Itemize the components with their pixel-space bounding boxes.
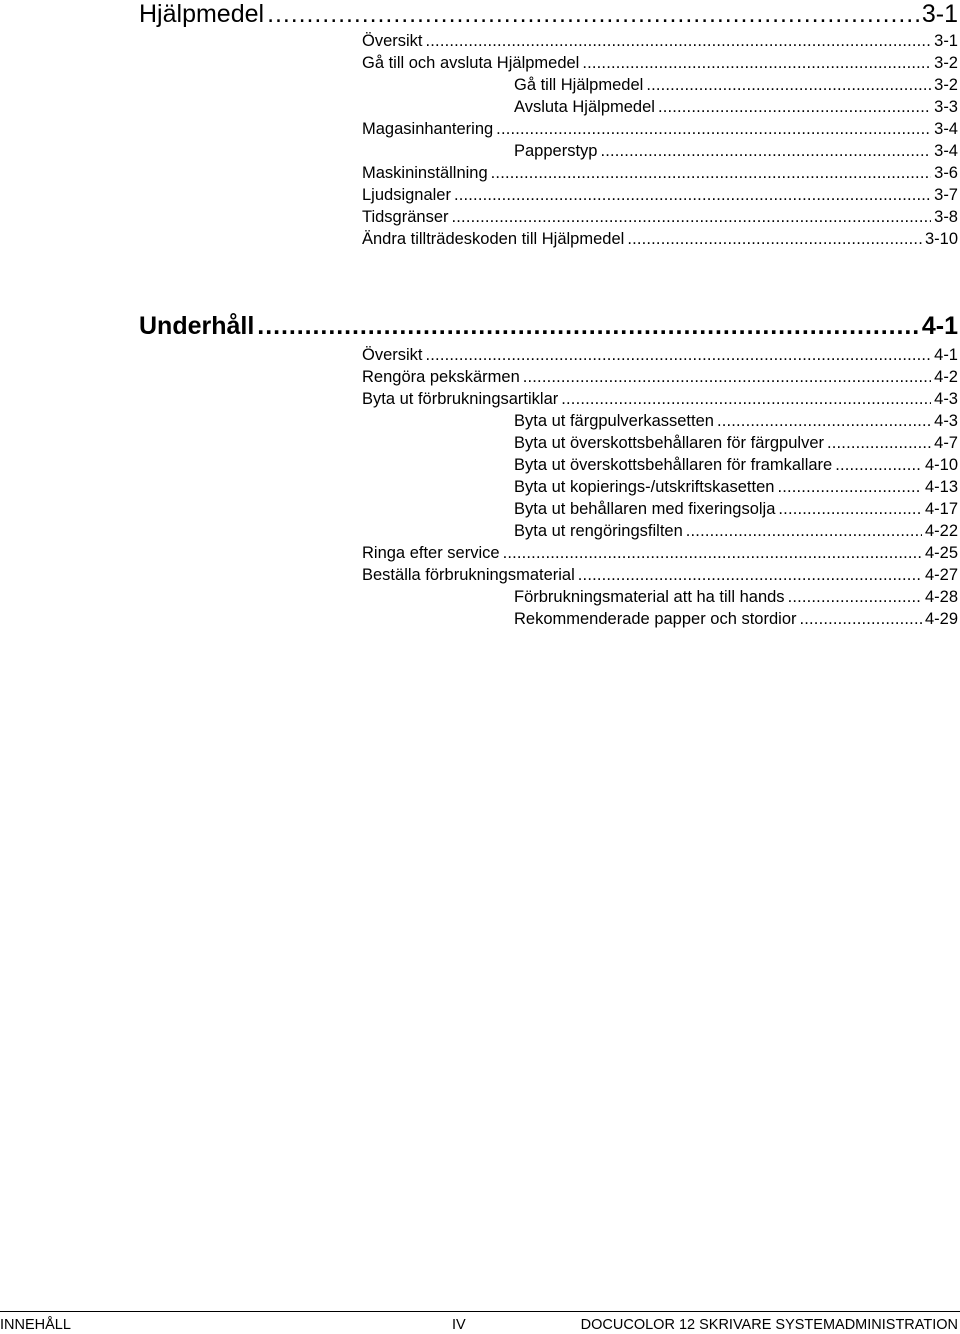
toc-entry-page: 4-3	[934, 412, 958, 430]
toc-entry-page: 3-4	[934, 142, 958, 160]
toc-entry-page: 3-2	[934, 76, 958, 94]
toc-entry-page: 4-13	[924, 478, 958, 496]
toc-entry-page: 4-29	[924, 610, 958, 628]
toc-entry-label: Förbrukningsmaterial att ha till hands	[514, 588, 785, 606]
dot-leader	[627, 228, 922, 250]
toc-entry-list	[362, 30, 958, 250]
dot-leader	[491, 162, 931, 184]
footer-chapter-label: INNEHÅLL	[0, 1317, 71, 1333]
toc-entry-label: Ändra tillträdeskoden till Hjälpmedel	[362, 230, 625, 248]
toc-entry[interactable]	[362, 184, 958, 206]
section-page-number: 4-1	[921, 312, 958, 340]
dot-leader	[800, 608, 922, 630]
toc-entry-label: Gå till och avsluta Hjälpmedel	[362, 54, 580, 72]
dot-leader	[523, 366, 931, 388]
footer-divider	[0, 1311, 960, 1312]
toc-entry[interactable]	[362, 118, 958, 140]
toc-subentry[interactable]	[362, 476, 958, 498]
toc-entry-page: 3-8	[934, 208, 958, 226]
toc-subentry[interactable]	[362, 410, 958, 432]
toc-entry-label: Avsluta Hjälpmedel	[514, 98, 655, 116]
toc-entry[interactable]	[362, 564, 958, 586]
toc-entry-page: 4-17	[924, 500, 958, 518]
toc-entry-label: Byta ut överskottsbehållaren för färgpulver	[514, 434, 824, 452]
toc-entry-label: Översikt	[362, 32, 423, 50]
dot-leader	[496, 118, 931, 140]
toc-entry[interactable]	[362, 228, 958, 250]
toc-entry-label: Byta ut behållaren med fixeringsolja	[514, 500, 776, 518]
toc-subentry[interactable]	[362, 140, 958, 162]
toc-entry-page: 4-3	[934, 390, 958, 408]
dot-leader	[835, 454, 922, 476]
footer-document-title: DOCUCOLOR 12 SKRIVARE SYSTEMADMINISTRATION	[580, 1317, 958, 1333]
toc-entry-page: 4-10	[924, 456, 958, 474]
toc-entry-page: 3-10	[924, 230, 958, 248]
footer-page-number: IV	[452, 1317, 466, 1333]
section-title-row[interactable]	[139, 312, 958, 340]
toc-entry-label: Ringa efter service	[362, 544, 500, 562]
toc-entry-page: 3-3	[934, 98, 958, 116]
toc-subentry[interactable]	[362, 586, 958, 608]
dot-leader	[582, 52, 931, 74]
dot-leader	[658, 96, 931, 118]
toc-entry-label: Maskininställning	[362, 164, 488, 182]
toc-subentry[interactable]	[362, 608, 958, 630]
dot-leader	[503, 542, 922, 564]
toc-entry-page: 4-2	[934, 368, 958, 386]
toc-entry-label: Rekommenderade papper och stordior	[514, 610, 797, 628]
toc-entry-list	[362, 344, 958, 630]
toc-section-underhall	[139, 312, 958, 630]
toc-entry-label: Beställa förbrukningsmaterial	[362, 566, 575, 584]
section-title: Hjälpmedel	[139, 0, 265, 28]
toc-entry-page: 4-22	[924, 522, 958, 540]
dot-leader	[257, 312, 919, 340]
toc-entry[interactable]	[362, 30, 958, 52]
section-page-number: 3-1	[921, 0, 958, 28]
toc-entry-label: Papperstyp	[514, 142, 598, 160]
toc-entry-label: Magasinhantering	[362, 120, 494, 138]
toc-entry-page: 4-7	[934, 434, 958, 452]
toc-subentry[interactable]	[362, 432, 958, 454]
toc-entry-label: Ljudsignaler	[362, 186, 451, 204]
dot-leader	[686, 520, 922, 542]
toc-entry-label: Byta ut rengöringsfilten	[514, 522, 683, 540]
toc-entry[interactable]	[362, 344, 958, 366]
dot-leader	[578, 564, 922, 586]
page-footer	[0, 1316, 960, 1334]
dot-leader	[426, 30, 932, 52]
toc-entry-page: 4-28	[924, 588, 958, 606]
toc-entry[interactable]	[362, 52, 958, 74]
toc-subentry[interactable]	[362, 74, 958, 96]
toc-subentry[interactable]	[362, 498, 958, 520]
toc-entry-label: Tidsgränser	[362, 208, 449, 226]
toc-entry-label: Byta ut överskottsbehållaren för framkallare	[514, 456, 833, 474]
dot-leader	[426, 344, 932, 366]
toc-entry[interactable]	[362, 388, 958, 410]
toc-entry[interactable]	[362, 162, 958, 184]
section-title: Underhåll	[139, 312, 255, 340]
dot-leader	[267, 0, 919, 28]
dot-leader	[452, 206, 932, 228]
toc-entry-label: Gå till Hjälpmedel	[514, 76, 644, 94]
toc-entry-page: 3-6	[934, 164, 958, 182]
toc-section-hjalpmedel	[139, 0, 958, 250]
toc-subentry[interactable]	[362, 520, 958, 542]
toc-entry-label: Översikt	[362, 346, 423, 364]
dot-leader	[454, 184, 931, 206]
dot-leader	[788, 586, 922, 608]
toc-entry[interactable]	[362, 542, 958, 564]
dot-leader	[600, 140, 931, 162]
toc-entry[interactable]	[362, 366, 958, 388]
toc-entry-label: Byta ut kopierings-/utskriftskasetten	[514, 478, 775, 496]
toc-entry-page: 4-1	[934, 346, 958, 364]
toc-entry-page: 4-27	[924, 566, 958, 584]
toc-entry-page: 3-7	[934, 186, 958, 204]
dot-leader	[561, 388, 931, 410]
dot-leader	[717, 410, 931, 432]
toc-entry-label: Rengöra pekskärmen	[362, 368, 520, 386]
toc-entry-page: 4-25	[924, 544, 958, 562]
dot-leader	[646, 74, 931, 96]
toc-entry[interactable]	[362, 206, 958, 228]
toc-entry-page: 3-4	[934, 120, 958, 138]
toc-entry-page: 3-2	[934, 54, 958, 72]
dot-leader	[778, 498, 922, 520]
dot-leader	[777, 476, 922, 498]
toc-entry-page: 3-1	[934, 32, 958, 50]
toc-entry-label: Byta ut förbrukningsartiklar	[362, 390, 559, 408]
toc-subentry[interactable]	[362, 96, 958, 118]
toc-entry-label: Byta ut färgpulverkassetten	[514, 412, 714, 430]
toc-subentry[interactable]	[362, 454, 958, 476]
dot-leader	[827, 432, 931, 454]
section-title-row[interactable]	[139, 0, 958, 28]
